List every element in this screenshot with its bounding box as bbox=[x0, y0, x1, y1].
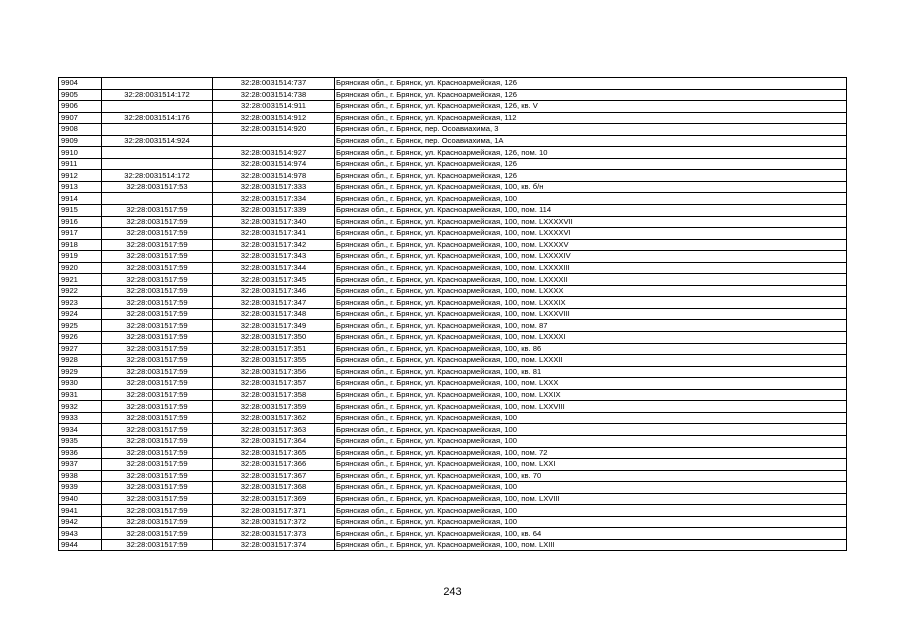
table-row bbox=[59, 101, 847, 113]
parent-cadastral-cell: 32:28:0031517:59 bbox=[102, 378, 213, 390]
cadastral-number-cell: 32:28:0031517:368 bbox=[213, 482, 335, 494]
table-row bbox=[59, 366, 847, 378]
row-number-cell: 9906 bbox=[59, 101, 102, 113]
table-row bbox=[59, 493, 847, 505]
row-number-cell: 9936 bbox=[59, 447, 102, 459]
cadastral-number-cell: 32:28:0031517:347 bbox=[213, 297, 335, 309]
row-number-cell: 9911 bbox=[59, 158, 102, 170]
parent-cadastral-cell: 32:28:0031514:172 bbox=[102, 170, 213, 182]
registry-table-body bbox=[59, 78, 847, 551]
cadastral-number-cell: 32:28:0031517:357 bbox=[213, 378, 335, 390]
parent-cadastral-cell: 32:28:0031517:59 bbox=[102, 320, 213, 332]
table-row bbox=[59, 332, 847, 344]
parent-cadastral-cell: 32:28:0031517:59 bbox=[102, 343, 213, 355]
address-cell: Брянская обл., г. Брянск, ул. Красноармейская, 100, пом. LXXVIII bbox=[335, 401, 847, 413]
address-cell: Брянская обл., г. Брянск, ул. Красноармейская, 126 bbox=[335, 170, 847, 182]
cadastral-number-cell: 32:28:0031517:363 bbox=[213, 424, 335, 436]
parent-cadastral-cell: 32:28:0031517:59 bbox=[102, 274, 213, 286]
parent-cadastral-cell: 32:28:0031517:59 bbox=[102, 516, 213, 528]
row-number-cell: 9909 bbox=[59, 135, 102, 147]
address-cell: Брянская обл., г. Брянск, пер. Осоавиахима, 1А bbox=[335, 135, 847, 147]
row-number-cell: 9925 bbox=[59, 320, 102, 332]
address-cell: Брянская обл., г. Брянск, ул. Красноармейская, 100, пом. LXXXXV bbox=[335, 239, 847, 251]
table-row bbox=[59, 262, 847, 274]
cadastral-number-cell: 32:28:0031517:340 bbox=[213, 216, 335, 228]
address-cell: Брянская обл., г. Брянск, ул. Красноармейская, 100, пом. LXXXXIV bbox=[335, 251, 847, 263]
parent-cadastral-cell: 32:28:0031517:59 bbox=[102, 285, 213, 297]
row-number-cell: 9923 bbox=[59, 297, 102, 309]
cadastral-number-cell: 32:28:0031514:974 bbox=[213, 158, 335, 170]
address-cell: Брянская обл., г. Брянск, ул. Красноармейская, 100, пом. LXXXXVI bbox=[335, 228, 847, 240]
address-cell: Брянская обл., г. Брянск, ул. Красноармейская, 100 bbox=[335, 424, 847, 436]
row-number-cell: 9939 bbox=[59, 482, 102, 494]
table-row bbox=[59, 505, 847, 517]
cadastral-number-cell: 32:28:0031517:367 bbox=[213, 470, 335, 482]
table-row bbox=[59, 158, 847, 170]
cadastral-number-cell bbox=[213, 135, 335, 147]
cadastral-number-cell: 32:28:0031514:737 bbox=[213, 78, 335, 90]
address-cell: Брянская обл., г. Брянск, ул. Красноармейская, 100, пом. LXXXXVII bbox=[335, 216, 847, 228]
address-cell: Брянская обл., г. Брянск, ул. Красноармейская, 100, кв. б/н bbox=[335, 181, 847, 193]
parent-cadastral-cell: 32:28:0031517:59 bbox=[102, 355, 213, 367]
row-number-cell: 9938 bbox=[59, 470, 102, 482]
cadastral-number-cell: 32:28:0031517:341 bbox=[213, 228, 335, 240]
row-number-cell: 9921 bbox=[59, 274, 102, 286]
row-number-cell: 9918 bbox=[59, 239, 102, 251]
row-number-cell: 9933 bbox=[59, 412, 102, 424]
parent-cadastral-cell: 32:28:0031517:59 bbox=[102, 205, 213, 217]
cadastral-number-cell: 32:28:0031517:348 bbox=[213, 308, 335, 320]
parent-cadastral-cell: 32:28:0031517:59 bbox=[102, 435, 213, 447]
row-number-cell: 9924 bbox=[59, 308, 102, 320]
cadastral-number-cell: 32:28:0031517:362 bbox=[213, 412, 335, 424]
table-row bbox=[59, 112, 847, 124]
cadastral-number-cell: 32:28:0031517:359 bbox=[213, 401, 335, 413]
parent-cadastral-cell: 32:28:0031517:59 bbox=[102, 262, 213, 274]
address-cell: Брянская обл., г. Брянск, ул. Красноармейская, 100 bbox=[335, 193, 847, 205]
parent-cadastral-cell bbox=[102, 158, 213, 170]
row-number-cell: 9916 bbox=[59, 216, 102, 228]
cadastral-number-cell: 32:28:0031517:346 bbox=[213, 285, 335, 297]
cadastral-number-cell: 32:28:0031517:334 bbox=[213, 193, 335, 205]
table-row bbox=[59, 470, 847, 482]
cadastral-number-cell: 32:28:0031517:364 bbox=[213, 435, 335, 447]
table-row bbox=[59, 228, 847, 240]
row-number-cell: 9904 bbox=[59, 78, 102, 90]
parent-cadastral-cell: 32:28:0031517:59 bbox=[102, 528, 213, 540]
cadastral-number-cell: 32:28:0031517:355 bbox=[213, 355, 335, 367]
address-cell: Брянская обл., г. Брянск, ул. Красноармейская, 100 bbox=[335, 435, 847, 447]
address-cell: Брянская обл., г. Брянск, ул. Красноармейская, 100, пом. LXXX bbox=[335, 378, 847, 390]
parent-cadastral-cell bbox=[102, 193, 213, 205]
row-number-cell: 9905 bbox=[59, 89, 102, 101]
cadastral-number-cell: 32:28:0031517:358 bbox=[213, 389, 335, 401]
cadastral-number-cell: 32:28:0031517:356 bbox=[213, 366, 335, 378]
parent-cadastral-cell bbox=[102, 124, 213, 136]
parent-cadastral-cell: 32:28:0031517:59 bbox=[102, 482, 213, 494]
table-row bbox=[59, 447, 847, 459]
address-cell: Брянская обл., г. Брянск, ул. Красноармейская, 100, пом. LXIII bbox=[335, 539, 847, 551]
parent-cadastral-cell: 32:28:0031517:59 bbox=[102, 366, 213, 378]
row-number-cell: 9910 bbox=[59, 147, 102, 159]
address-cell: Брянская обл., г. Брянск, ул. Красноармейская, 126, пом. 10 bbox=[335, 147, 847, 159]
row-number-cell: 9934 bbox=[59, 424, 102, 436]
registry-table bbox=[58, 77, 847, 551]
address-cell: Брянская обл., г. Брянск, ул. Красноармейская, 126 bbox=[335, 89, 847, 101]
table-row bbox=[59, 297, 847, 309]
table-row bbox=[59, 135, 847, 147]
address-cell: Брянская обл., г. Брянск, ул. Красноармейская, 100 bbox=[335, 516, 847, 528]
cadastral-number-cell: 32:28:0031517:373 bbox=[213, 528, 335, 540]
table-row bbox=[59, 539, 847, 551]
parent-cadastral-cell: 32:28:0031517:59 bbox=[102, 401, 213, 413]
cadastral-number-cell: 32:28:0031514:927 bbox=[213, 147, 335, 159]
address-cell: Брянская обл., г. Брянск, ул. Красноармейская, 100, кв. 70 bbox=[335, 470, 847, 482]
cadastral-number-cell: 32:28:0031514:912 bbox=[213, 112, 335, 124]
address-cell: Брянская обл., г. Брянск, пер. Осоавиахима, 3 bbox=[335, 124, 847, 136]
address-cell: Брянская обл., г. Брянск, ул. Красноармейская, 100 bbox=[335, 412, 847, 424]
parent-cadastral-cell: 32:28:0031517:59 bbox=[102, 389, 213, 401]
address-cell: Брянская обл., г. Брянск, ул. Красноармейская, 100, пом. 114 bbox=[335, 205, 847, 217]
parent-cadastral-cell: 32:28:0031517:59 bbox=[102, 459, 213, 471]
row-number-cell: 9920 bbox=[59, 262, 102, 274]
row-number-cell: 9942 bbox=[59, 516, 102, 528]
address-cell: Брянская обл., г. Брянск, ул. Красноармейская, 126 bbox=[335, 158, 847, 170]
table-row bbox=[59, 181, 847, 193]
cadastral-number-cell: 32:28:0031517:351 bbox=[213, 343, 335, 355]
parent-cadastral-cell: 32:28:0031517:59 bbox=[102, 493, 213, 505]
table-row bbox=[59, 378, 847, 390]
address-cell: Брянская обл., г. Брянск, ул. Красноармейская, 100 bbox=[335, 505, 847, 517]
parent-cadastral-cell: 32:28:0031517:59 bbox=[102, 239, 213, 251]
table-row bbox=[59, 343, 847, 355]
row-number-cell: 9913 bbox=[59, 181, 102, 193]
address-cell: Брянская обл., г. Брянск, ул. Красноармейская, 100, пом. LXXXXIII bbox=[335, 262, 847, 274]
address-cell: Брянская обл., г. Брянск, ул. Красноармейская, 100, пом. LXXIX bbox=[335, 389, 847, 401]
address-cell: Брянская обл., г. Брянск, ул. Красноармейская, 100, пом. LXXXVIII bbox=[335, 308, 847, 320]
address-cell: Брянская обл., г. Брянск, ул. Красноармейская, 100, пом. LXXXX bbox=[335, 285, 847, 297]
row-number-cell: 9935 bbox=[59, 435, 102, 447]
row-number-cell: 9922 bbox=[59, 285, 102, 297]
table-row bbox=[59, 193, 847, 205]
cadastral-number-cell: 32:28:0031514:920 bbox=[213, 124, 335, 136]
table-row bbox=[59, 355, 847, 367]
table-row bbox=[59, 308, 847, 320]
table-row bbox=[59, 459, 847, 471]
table-row bbox=[59, 251, 847, 263]
address-cell: Брянская обл., г. Брянск, ул. Красноармейская, 100, пом. 72 bbox=[335, 447, 847, 459]
cadastral-number-cell: 32:28:0031517:371 bbox=[213, 505, 335, 517]
table-row bbox=[59, 435, 847, 447]
row-number-cell: 9931 bbox=[59, 389, 102, 401]
table-row bbox=[59, 528, 847, 540]
table-row bbox=[59, 216, 847, 228]
row-number-cell: 9907 bbox=[59, 112, 102, 124]
table-row bbox=[59, 320, 847, 332]
table-row bbox=[59, 424, 847, 436]
address-cell: Брянская обл., г. Брянск, ул. Красноармейская, 100, пом. LXXXIX bbox=[335, 297, 847, 309]
row-number-cell: 9943 bbox=[59, 528, 102, 540]
cadastral-number-cell: 32:28:0031517:344 bbox=[213, 262, 335, 274]
cadastral-number-cell: 32:28:0031517:343 bbox=[213, 251, 335, 263]
row-number-cell: 9932 bbox=[59, 401, 102, 413]
cadastral-number-cell: 32:28:0031517:366 bbox=[213, 459, 335, 471]
table-row bbox=[59, 274, 847, 286]
address-cell: Брянская обл., г. Брянск, ул. Красноармейская, 112 bbox=[335, 112, 847, 124]
parent-cadastral-cell bbox=[102, 101, 213, 113]
table-row bbox=[59, 147, 847, 159]
table-row bbox=[59, 401, 847, 413]
parent-cadastral-cell: 32:28:0031517:53 bbox=[102, 181, 213, 193]
address-cell: Брянская обл., г. Брянск, ул. Красноармейская, 126 bbox=[335, 78, 847, 90]
address-cell: Брянская обл., г. Брянск, ул. Красноармейская, 100, пом. 87 bbox=[335, 320, 847, 332]
parent-cadastral-cell bbox=[102, 147, 213, 159]
address-cell: Брянская обл., г. Брянск, ул. Красноармейская, 126, кв. V bbox=[335, 101, 847, 113]
parent-cadastral-cell bbox=[102, 78, 213, 90]
cadastral-number-cell: 32:28:0031517:339 bbox=[213, 205, 335, 217]
row-number-cell: 9917 bbox=[59, 228, 102, 240]
address-cell: Брянская обл., г. Брянск, ул. Красноармейская, 100, кв. 81 bbox=[335, 366, 847, 378]
cadastral-number-cell: 32:28:0031517:345 bbox=[213, 274, 335, 286]
address-cell: Брянская обл., г. Брянск, ул. Красноармейская, 100, кв. 64 bbox=[335, 528, 847, 540]
address-cell: Брянская обл., г. Брянск, ул. Красноармейская, 100, кв. 86 bbox=[335, 343, 847, 355]
table-row bbox=[59, 170, 847, 182]
table-row bbox=[59, 239, 847, 251]
table-row bbox=[59, 516, 847, 528]
parent-cadastral-cell: 32:28:0031517:59 bbox=[102, 447, 213, 459]
parent-cadastral-cell: 32:28:0031514:172 bbox=[102, 89, 213, 101]
parent-cadastral-cell: 32:28:0031517:59 bbox=[102, 216, 213, 228]
row-number-cell: 9929 bbox=[59, 366, 102, 378]
address-cell: Брянская обл., г. Брянск, ул. Красноармейская, 100, пом. LXVIII bbox=[335, 493, 847, 505]
page-number: 243 bbox=[443, 586, 462, 598]
table-row bbox=[59, 285, 847, 297]
cadastral-number-cell: 32:28:0031517:374 bbox=[213, 539, 335, 551]
parent-cadastral-cell: 32:28:0031517:59 bbox=[102, 412, 213, 424]
cadastral-number-cell: 32:28:0031514:911 bbox=[213, 101, 335, 113]
row-number-cell: 9937 bbox=[59, 459, 102, 471]
cadastral-number-cell: 32:28:0031517:349 bbox=[213, 320, 335, 332]
address-cell: Брянская обл., г. Брянск, ул. Красноармейская, 100, пом. LXXXII bbox=[335, 355, 847, 367]
address-cell: Брянская обл., г. Брянск, ул. Красноармейская, 100 bbox=[335, 482, 847, 494]
cadastral-number-cell: 32:28:0031517:369 bbox=[213, 493, 335, 505]
cadastral-number-cell: 32:28:0031517:365 bbox=[213, 447, 335, 459]
table-row bbox=[59, 78, 847, 90]
parent-cadastral-cell: 32:28:0031514:924 bbox=[102, 135, 213, 147]
row-number-cell: 9930 bbox=[59, 378, 102, 390]
parent-cadastral-cell: 32:28:0031517:59 bbox=[102, 251, 213, 263]
cadastral-number-cell: 32:28:0031517:333 bbox=[213, 181, 335, 193]
parent-cadastral-cell: 32:28:0031514:176 bbox=[102, 112, 213, 124]
row-number-cell: 9941 bbox=[59, 505, 102, 517]
cadastral-number-cell: 32:28:0031517:342 bbox=[213, 239, 335, 251]
parent-cadastral-cell: 32:28:0031517:59 bbox=[102, 332, 213, 344]
row-number-cell: 9928 bbox=[59, 355, 102, 367]
cadastral-number-cell: 32:28:0031514:738 bbox=[213, 89, 335, 101]
parent-cadastral-cell: 32:28:0031517:59 bbox=[102, 308, 213, 320]
address-cell: Брянская обл., г. Брянск, ул. Красноармейская, 100, пом. LXXI bbox=[335, 459, 847, 471]
table-row bbox=[59, 389, 847, 401]
cadastral-number-cell: 32:28:0031517:372 bbox=[213, 516, 335, 528]
row-number-cell: 9919 bbox=[59, 251, 102, 263]
table-row bbox=[59, 412, 847, 424]
row-number-cell: 9915 bbox=[59, 205, 102, 217]
parent-cadastral-cell: 32:28:0031517:59 bbox=[102, 470, 213, 482]
table-row bbox=[59, 205, 847, 217]
row-number-cell: 9927 bbox=[59, 343, 102, 355]
cadastral-number-cell: 32:28:0031514:978 bbox=[213, 170, 335, 182]
address-cell: Брянская обл., г. Брянск, ул. Красноармейская, 100, пом. LXXXXI bbox=[335, 332, 847, 344]
parent-cadastral-cell: 32:28:0031517:59 bbox=[102, 228, 213, 240]
parent-cadastral-cell: 32:28:0031517:59 bbox=[102, 505, 213, 517]
address-cell: Брянская обл., г. Брянск, ул. Красноармейская, 100, пом. LXXXXII bbox=[335, 274, 847, 286]
table-row bbox=[59, 89, 847, 101]
row-number-cell: 9940 bbox=[59, 493, 102, 505]
parent-cadastral-cell: 32:28:0031517:59 bbox=[102, 539, 213, 551]
parent-cadastral-cell: 32:28:0031517:59 bbox=[102, 424, 213, 436]
row-number-cell: 9926 bbox=[59, 332, 102, 344]
row-number-cell: 9912 bbox=[59, 170, 102, 182]
cadastral-number-cell: 32:28:0031517:350 bbox=[213, 332, 335, 344]
parent-cadastral-cell: 32:28:0031517:59 bbox=[102, 297, 213, 309]
row-number-cell: 9914 bbox=[59, 193, 102, 205]
row-number-cell: 9908 bbox=[59, 124, 102, 136]
row-number-cell: 9944 bbox=[59, 539, 102, 551]
table-row bbox=[59, 482, 847, 494]
table-row bbox=[59, 124, 847, 136]
